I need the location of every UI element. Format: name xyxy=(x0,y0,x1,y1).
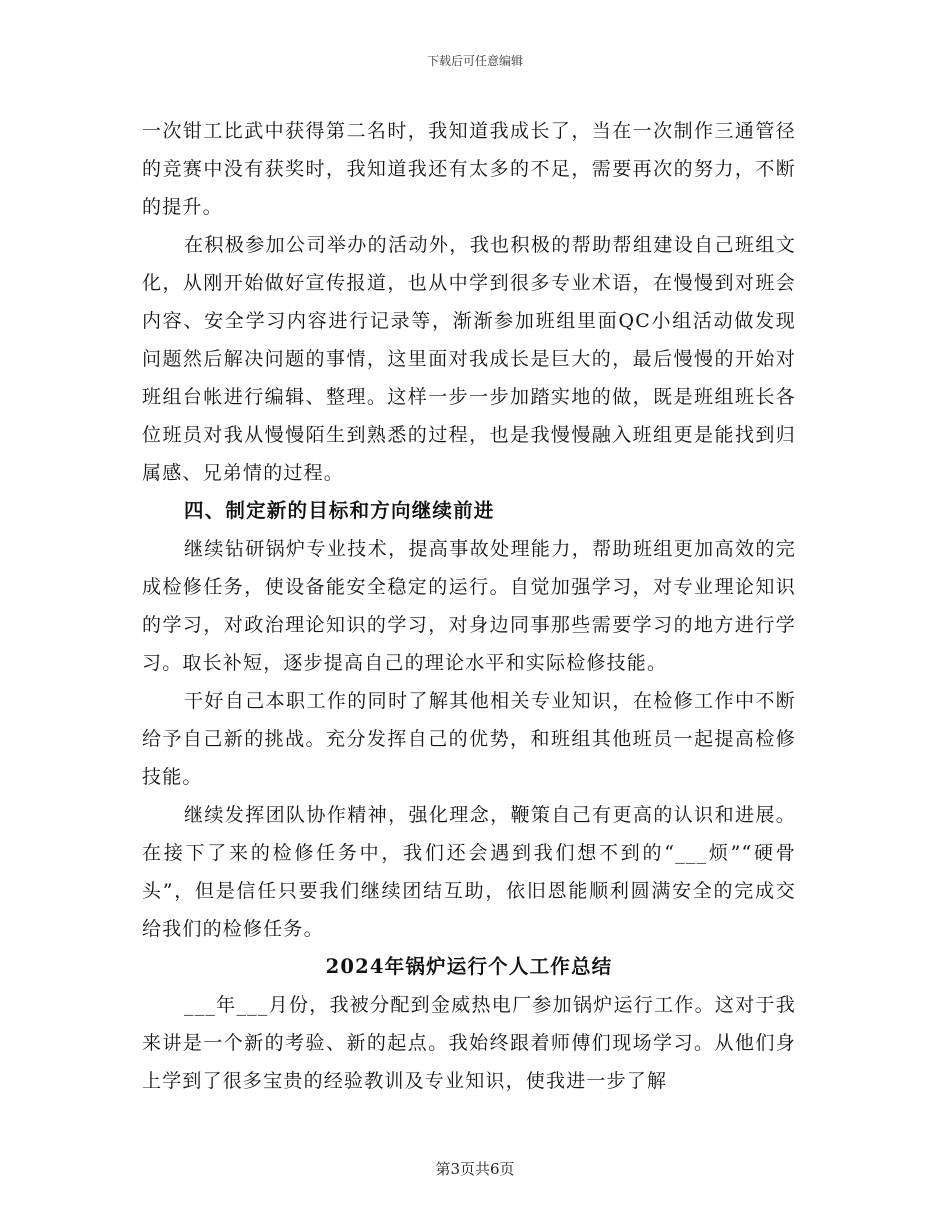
paragraph-teamwork: 继续发挥团队协作精神，强化理念，鞭策自己有更高的认识和进展。在接下了来的检修任务中，我们还会遇到我们想不到的“___烦”“硬骨头”，但是信任只要我们继续团结互助，依旧恩能顺利圆满安全的完成交给我们的检修任务。 xyxy=(142,804,796,940)
page-header: 下载后可任意编辑 xyxy=(426,54,523,68)
paragraph-study-skills: 继续钻研锅炉专业技术，提高事故处理能力，帮助班组更加高效的完成检修任务，使设备能安全稳定的运行。自觉加强学习，对专业理论知识的学习，对政治理论知识的学习，对身边同事那些需要学习的地方进行学习。取长补短，逐步提高自己的理论水平和实际检修技能。 xyxy=(142,538,796,674)
document-title: 2024年锅炉运行个人工作总结 xyxy=(325,955,613,978)
paragraph-assignment: ___年___月份，我被分配到金威热电厂参加锅炉运行工作。这对于我来讲是一个新的考验、新的起点。我始终跟着师傅们现场学习。从他们身上学到了很多宝贵的经验教训及专业知识，使我进一步了解 xyxy=(142,994,796,1092)
paragraph-competition: 一次钳工比武中获得第二名时，我知道我成长了，当在一次制作三通管径的竞赛中没有获奖时，我知道我还有太多的不足，需要再次的努力，不断的提升。 xyxy=(142,120,796,218)
page-number: 第3页共6页 xyxy=(435,1160,515,1178)
document-body xyxy=(142,112,796,1100)
section-heading-goals: 四、制定新的目标和方向继续前进 xyxy=(184,499,495,522)
paragraph-team-culture: 在积极参加公司举办的活动外，我也积极的帮助帮组建设自己班组文化，从刚开始做好宣传报道，也从中学到很多专业术语，在慢慢到对班会内容、安全学习内容进行记录等，渐渐参加班组里面QC小组活动做发现问题然后解决问题的事情，这里面对我成长是巨大的，最后慢慢的开始对班组台帐进行编辑、整理。这样一步一步加踏实地的做，既是班组班长各位班员对我从慢慢陌生到熟悉的过程，也是我慢慢融入班组更是能找到归属感、兄弟情的过程。 xyxy=(142,234,796,484)
paragraph-job-duties: 干好自己本职工作的同时了解其他相关专业知识，在检修工作中不断给予自己新的挑战。充分发挥自己的优势，和班组其他班员一起提高检修技能。 xyxy=(142,690,796,788)
